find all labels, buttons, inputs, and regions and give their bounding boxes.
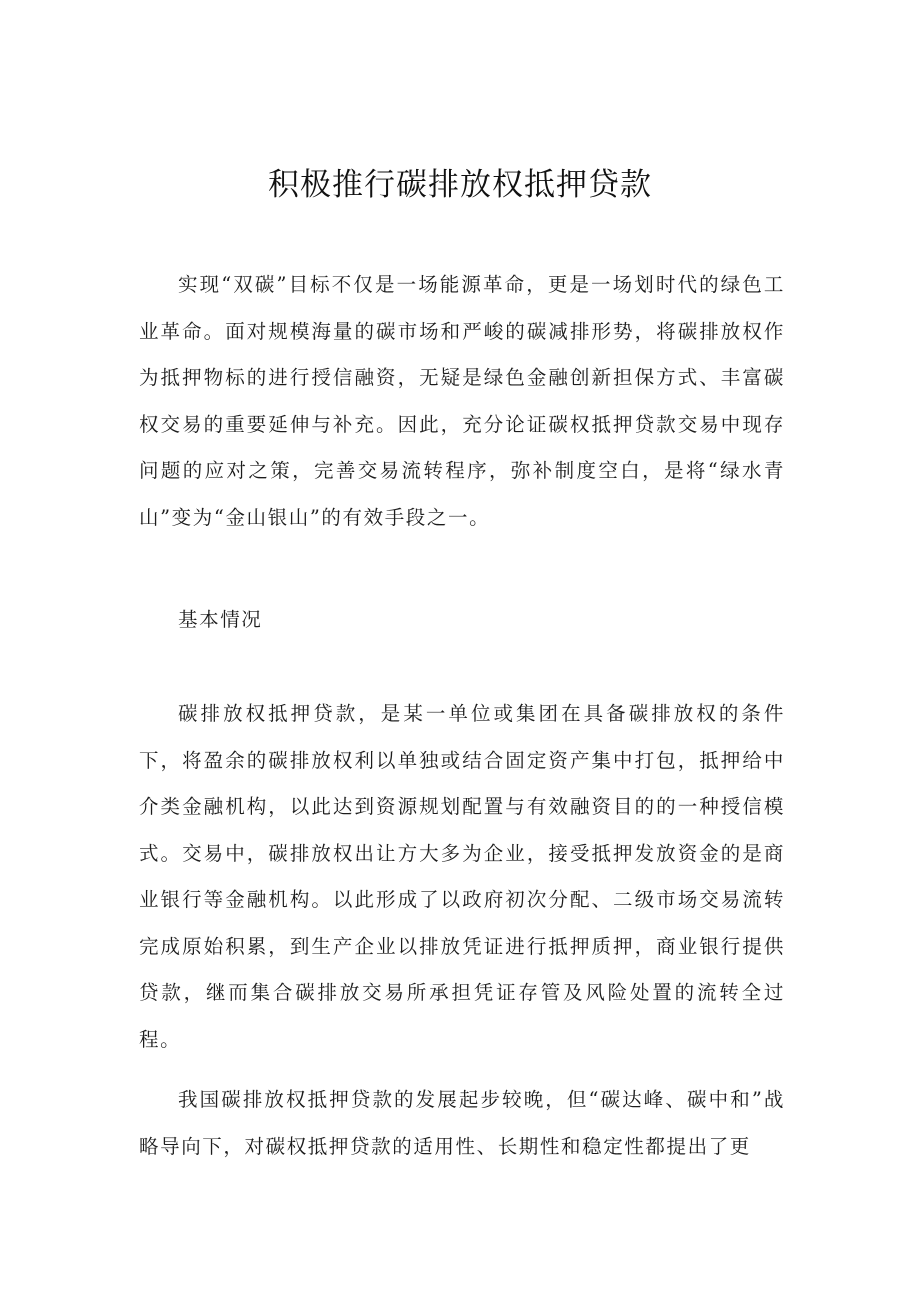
intro-paragraph: 实现“双碳”目标不仅是一场能源革命，更是一场划时代的绿色工业革命。面对规模海量的碳市场和严峻的碳减排形势，将碳排放权作为抵押物标的进行授信融资，无疑是绿色金融创新担保方式、丰富碳权交易的重要延伸与补充。因此，充分论证碳权抵押贷款交易中现存问题的应对之策，完善交易流转程序，弥补制度空白，是将“绿水青山”变为“金山银山”的有效手段之一。 [139,273,785,529]
definition-paragraph: 碳排放权抵押贷款，是某一单位或集团在具备碳排放权的条件下，将盈余的碳排放权利以单独或结合固定资产集中打包，抵押给中介类金融机构，以此达到资源规划配置与有效融资目的的一种授信模式。交易中，碳排放权出让方大多为企业，接受抵押发放资金的是商业银行等金融机构。以此形成了以政府初次分配、二级市场交易流转完成原始积累，到生产企业以排放凭证进行抵押质押，商业银行提供贷款，继而集合碳排放交易所承担凭证存管及风险处置的流转全过程。 [139,702,785,1051]
development-paragraph: 我国碳排放权抵押贷款的发展起步较晚，但“碳达峰、碳中和”战略导向下，对碳权抵押贷款的适用性、长期性和稳定性都提出了更 [139,1088,785,1158]
document-title: 积极推行碳排放权抵押贷款 [268,167,652,203]
section-heading-basic-situation: 基本情况 [178,608,263,631]
